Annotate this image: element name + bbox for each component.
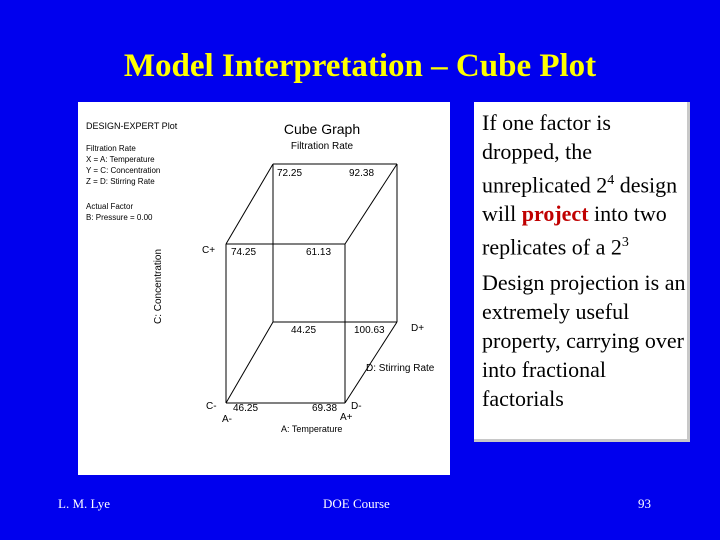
cube-plot-figure (78, 102, 450, 475)
level-label-c-minus: C- (206, 401, 217, 412)
corner-value: 46.25 (233, 403, 259, 414)
z-axis-label: D: Stirring Rate (366, 363, 435, 374)
footer-course: DOE Course (323, 496, 390, 511)
para1-text-mid: design will (482, 172, 678, 227)
level-label-c-plus: C+ (202, 245, 216, 256)
level-label-d-plus: D+ (411, 323, 425, 334)
plot-header-line: Actual Factor (86, 202, 134, 211)
cube-graph-subtitle: Filtration Rate (290, 141, 354, 152)
corner-value: 61.13 (306, 247, 332, 258)
plot-header-line: DESIGN-EXPERT Plot (86, 121, 178, 131)
slide-title: Model Interpretation – Cube Plot (123, 48, 597, 84)
corner-value: 74.25 (231, 247, 257, 258)
para1-superscript-4: 4 (607, 173, 615, 188)
footer-page-number: 93 (638, 496, 651, 511)
para1-text-end: into two replicates of a 2 (482, 201, 667, 260)
corner-value: 69.38 (312, 403, 338, 414)
level-label-a-plus: A+ (340, 412, 353, 423)
plot-header-line: B: Pressure = 0.00 (86, 213, 153, 222)
corner-value: 44.25 (291, 325, 317, 336)
footer-author: L. M. Lye (58, 496, 110, 511)
para1-text-start: If one factor is dropped, the unreplicated 2 (482, 110, 611, 198)
corner-value: 72.25 (277, 168, 303, 179)
cube-graph-title: Cube Graph (283, 121, 361, 137)
y-axis-label: C: Concentration (153, 248, 164, 324)
explanation-box (474, 102, 690, 442)
plot-header-line: Y = C: Concentration (86, 166, 161, 175)
plot-header-line: Filtration Rate (86, 144, 136, 153)
project-highlight: project (521, 201, 589, 227)
design-projection-paragraph: Design projection is an extremely useful property, carrying over into fractional factorials (482, 269, 686, 411)
level-label-a-minus: A- (222, 414, 232, 425)
projection-paragraph (482, 108, 687, 262)
x-axis-label: A: Temperature (281, 424, 343, 434)
cube-plot-svg (78, 102, 450, 475)
plot-header-line: X = A: Temperature (86, 155, 155, 164)
corner-value: 92.38 (349, 168, 375, 179)
plot-header-line: Z = D: Stirring Rate (86, 177, 155, 186)
corner-value: 100.63 (354, 325, 385, 336)
para1-superscript-3: 3 (621, 235, 629, 251)
level-label-d-minus: D- (351, 401, 362, 412)
